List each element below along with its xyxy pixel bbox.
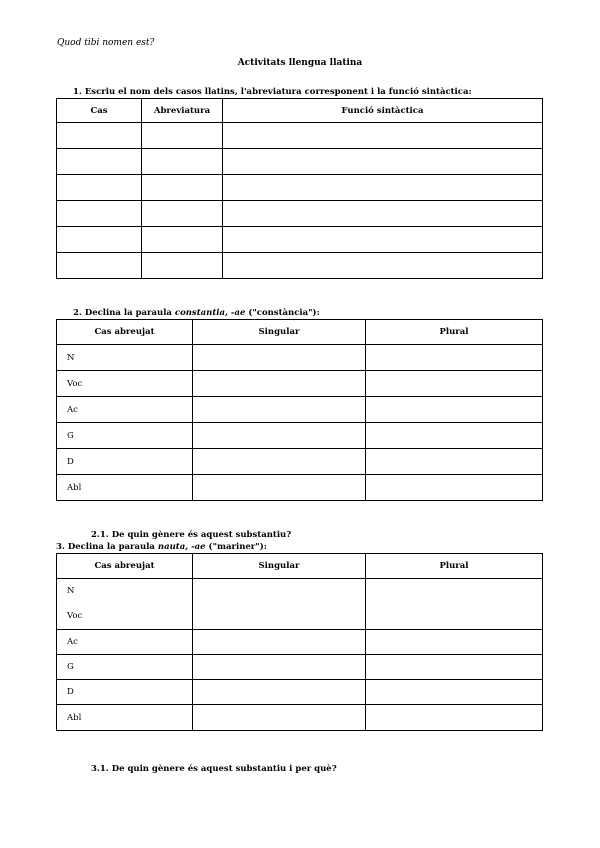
declension-table-nauta [56, 553, 543, 731]
case-label: N [67, 586, 75, 596]
cell-input[interactable] [142, 123, 223, 149]
table-row [57, 371, 543, 397]
table-row [57, 475, 543, 501]
cell-input[interactable] [223, 123, 543, 149]
cell-input[interactable] [366, 705, 543, 731]
header-cas-abreujat: Cas abreujat [57, 320, 193, 345]
question-2: 2. Declina la paraula constantia, -ae ("constància"): [73, 308, 320, 318]
table-row [57, 345, 543, 371]
table-row [57, 423, 543, 449]
case-label: Ac [57, 397, 193, 423]
case-label: Ac [57, 630, 193, 655]
header-plural: Plural [366, 320, 543, 345]
cell-input[interactable] [57, 201, 142, 227]
cell-input[interactable] [193, 705, 366, 731]
cell-input[interactable] [57, 149, 142, 175]
question-3: 3. Declina la paraula nauta, -ae ("mariner"): [56, 542, 267, 552]
table-row [57, 680, 543, 705]
cell-input[interactable] [142, 149, 223, 175]
cell-input[interactable] [193, 397, 366, 423]
cell-input[interactable] [193, 475, 366, 501]
table-row [57, 655, 543, 680]
cell-input[interactable] [366, 371, 543, 397]
table-row [57, 449, 543, 475]
case-label: G [57, 655, 193, 680]
cell-input[interactable] [193, 371, 366, 397]
cell-input[interactable] [193, 630, 366, 655]
header-singular: Singular [193, 554, 366, 579]
cell-input[interactable] [193, 345, 366, 371]
page-title: Activitats llengua llatina [237, 58, 363, 68]
cell-input[interactable] [366, 475, 543, 501]
cell-input[interactable] [142, 253, 223, 279]
cell-input[interactable] [366, 579, 543, 630]
table-row [57, 227, 543, 253]
header-singular: Singular [193, 320, 366, 345]
cell-input[interactable] [193, 423, 366, 449]
table-row [57, 253, 543, 279]
cell-input[interactable] [57, 175, 142, 201]
header-funcio: Funció sintàctica [223, 99, 543, 123]
cell-input[interactable] [193, 449, 366, 475]
case-label: G [57, 423, 193, 449]
cell-input[interactable] [193, 655, 366, 680]
cell-input[interactable] [366, 397, 543, 423]
case-label: Abl [57, 475, 193, 501]
case-label: Voc [57, 371, 193, 397]
cell-input[interactable] [193, 680, 366, 705]
cell-input[interactable] [142, 201, 223, 227]
table-row [57, 149, 543, 175]
header-cas: Cas [57, 99, 142, 123]
table-row [57, 123, 543, 149]
cases-table [56, 98, 543, 279]
table-row [57, 630, 543, 655]
cell-input[interactable] [223, 227, 543, 253]
cell-input[interactable] [57, 227, 142, 253]
case-label-pair [57, 579, 193, 630]
cell-input[interactable] [366, 345, 543, 371]
case-label: Abl [57, 705, 193, 731]
cell-input[interactable] [57, 253, 142, 279]
cell-input[interactable] [193, 579, 366, 630]
question-3-1: 3.1. De quin gènere és aquest substantiu i per què? [91, 764, 337, 774]
cell-input[interactable] [366, 423, 543, 449]
case-label: D [57, 449, 193, 475]
question-1: 1. Escriu el nom dels casos llatins, l'abreviatura corresponent i la funció sintàctica: [73, 87, 472, 97]
declension-table-constantia [56, 319, 543, 501]
case-label: Voc [67, 611, 83, 621]
cell-input[interactable] [223, 149, 543, 175]
cell-input[interactable] [223, 175, 543, 201]
cell-input[interactable] [366, 655, 543, 680]
cell-input[interactable] [142, 175, 223, 201]
header-plural: Plural [366, 554, 543, 579]
table-row [57, 201, 543, 227]
cell-input[interactable] [57, 123, 142, 149]
header-cas-abreujat: Cas abreujat [57, 554, 193, 579]
table-row [57, 397, 543, 423]
table-row [57, 175, 543, 201]
cell-input[interactable] [366, 449, 543, 475]
header-abreviatura: Abreviatura [142, 99, 223, 123]
cell-input[interactable] [366, 680, 543, 705]
question-2-1: 2.1. De quin gènere és aquest substantiu? [91, 530, 292, 540]
cell-input[interactable] [223, 253, 543, 279]
case-label: N [57, 345, 193, 371]
motto: Quod tibi nomen est? [57, 38, 155, 48]
cell-input[interactable] [223, 201, 543, 227]
table-row [57, 579, 543, 630]
cell-input[interactable] [142, 227, 223, 253]
cell-input[interactable] [366, 630, 543, 655]
table-row [57, 705, 543, 731]
case-label: D [57, 680, 193, 705]
